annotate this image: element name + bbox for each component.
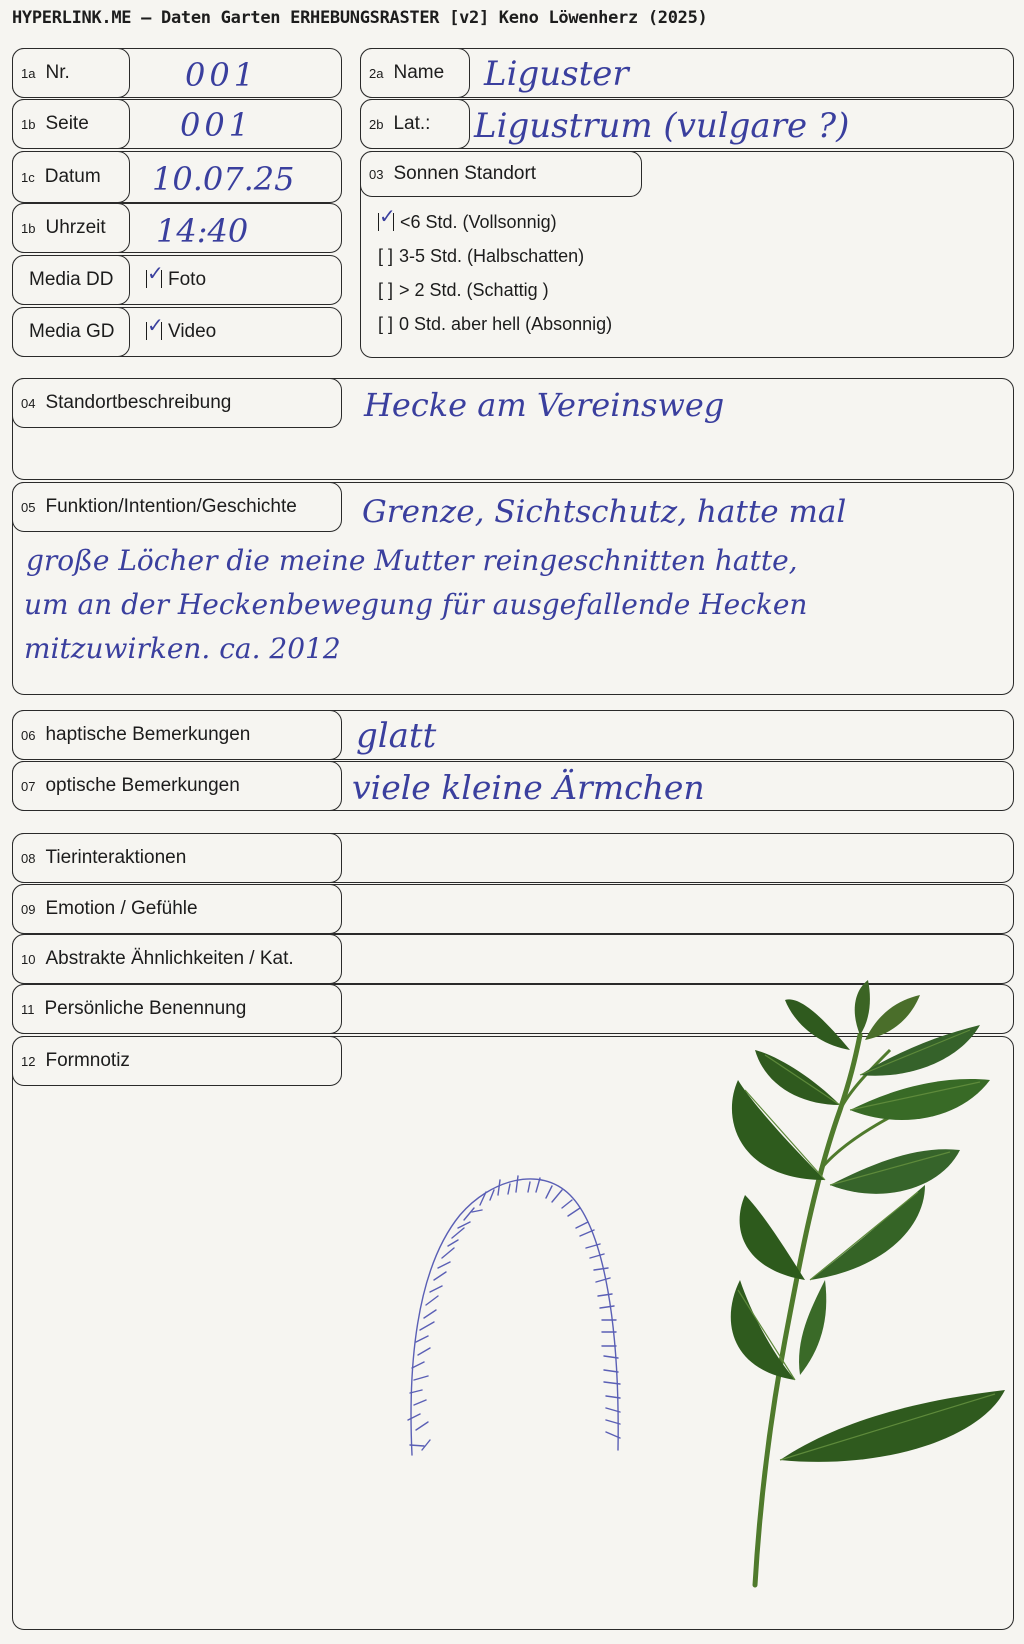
- tick-icon: ✓: [147, 315, 164, 337]
- checkbox-icon[interactable]: [378, 206, 396, 231]
- funktion-line-2[interactable]: große Löcher die meine Mutter reingeschnitten hatte,: [26, 544, 798, 577]
- field-number: 2a: [369, 65, 384, 81]
- field-number: 12: [21, 1053, 36, 1069]
- option-label: > 2 Std. (Schattig ): [399, 280, 549, 300]
- field-label: Abstrakte Ähnlichkeiten / Kat.: [45, 948, 294, 969]
- field-label: Standortbeschreibung: [45, 392, 232, 413]
- field-label: Emotion / Gefühle: [45, 898, 198, 919]
- lat-value[interactable]: Ligustrum (vulgare ?): [474, 106, 850, 146]
- seite-value[interactable]: 001: [180, 106, 254, 144]
- persoenlich-label: [12, 984, 342, 1034]
- option-label: Video: [168, 321, 217, 342]
- uhrzeit-label: [12, 203, 130, 253]
- field-label: Uhrzeit: [45, 217, 106, 238]
- name-value[interactable]: Liguster: [484, 54, 629, 94]
- lat-label: [360, 99, 470, 149]
- tick-icon: ✓: [379, 206, 396, 228]
- field-label: optische Bemerkungen: [45, 775, 240, 796]
- nr-label: [12, 48, 130, 98]
- formnotiz-label: [12, 1036, 342, 1086]
- datum-label: [12, 151, 130, 203]
- checkbox-icon[interactable]: [ ]: [378, 246, 394, 266]
- option-label: 3-5 Std. (Halbschatten): [399, 246, 585, 266]
- sonnen-option-2[interactable]: [378, 246, 584, 267]
- field-number: 1b: [21, 116, 36, 132]
- funktion-line-3[interactable]: um an der Heckenbewegung für ausgefallende Hecken: [24, 588, 808, 621]
- field-label: Persönliche Benennung: [44, 998, 247, 1019]
- field-number: 1a: [21, 65, 36, 81]
- sonnen-option-3[interactable]: [378, 280, 549, 301]
- field-label: Nr.: [45, 62, 70, 83]
- optisch-label: [12, 761, 342, 811]
- field-label: Funktion/Intention/Geschichte: [45, 496, 297, 517]
- field-number: 11: [21, 1001, 35, 1017]
- tier-label: [12, 833, 342, 883]
- checkbox-icon[interactable]: [146, 315, 164, 340]
- page-title: HYPERLINK.ME – Daten Garten ERHEBUNGSRASTER [v2] Keno Löwenherz (2025): [12, 8, 708, 28]
- field-label: Tierinteraktionen: [45, 847, 187, 868]
- option-label: Foto: [168, 269, 207, 290]
- checkbox-icon[interactable]: [ ]: [378, 280, 394, 300]
- sonnen-option-4[interactable]: [378, 314, 612, 335]
- plant-specimen: [700, 980, 1020, 1590]
- field-label: haptische Bemerkungen: [45, 724, 251, 745]
- field-number: 04: [21, 395, 36, 411]
- field-number: 03: [369, 166, 384, 182]
- sonnen-option-1[interactable]: [378, 206, 557, 233]
- media-gd-option[interactable]: [146, 315, 217, 343]
- datum-value[interactable]: 10.07.25: [152, 160, 295, 198]
- field-number: 08: [21, 850, 36, 866]
- standort-value[interactable]: Hecke am Vereinsweg: [364, 386, 725, 424]
- option-label: <6 Std. (Vollsonnig): [400, 212, 557, 232]
- field-number: 05: [21, 499, 36, 515]
- field-number: 2b: [369, 116, 384, 132]
- field-label: Datum: [44, 166, 101, 187]
- field-label: Media GD: [29, 321, 115, 342]
- tick-icon: ✓: [147, 263, 164, 285]
- field-number: 09: [21, 901, 36, 917]
- field-number: 07: [21, 778, 36, 794]
- field-number: 1c: [21, 169, 35, 185]
- field-label: Formnotiz: [45, 1050, 130, 1071]
- uhrzeit-value[interactable]: 14:40: [156, 212, 249, 250]
- checkbox-icon[interactable]: [ ]: [378, 314, 394, 334]
- nr-value[interactable]: 001: [185, 56, 259, 94]
- abstrakt-label: [12, 934, 342, 984]
- field-label: Sonnen Standort: [393, 163, 537, 184]
- checkbox-icon[interactable]: [146, 263, 164, 288]
- field-label: Name: [393, 62, 445, 83]
- name-label: [360, 48, 470, 98]
- seite-label: [12, 99, 130, 149]
- funktion-line-1[interactable]: Grenze, Sichtschutz, hatte mal: [362, 494, 847, 530]
- funktion-line-4[interactable]: mitzuwirken. ca. 2012: [24, 632, 341, 665]
- standort-label: [12, 378, 342, 428]
- media-gd-label: [12, 307, 130, 357]
- field-label: Lat.:: [393, 113, 431, 134]
- field-label: Media DD: [29, 269, 114, 290]
- field-number: 06: [21, 727, 36, 743]
- media-dd-option[interactable]: [146, 263, 207, 291]
- option-label: 0 Std. aber hell (Absonnig): [399, 314, 613, 334]
- sonnen-label: [360, 151, 642, 197]
- optisch-value[interactable]: viele kleine Ärmchen: [352, 768, 705, 807]
- arch-sketch: [390, 1150, 670, 1470]
- funktion-label: [12, 482, 342, 532]
- emotion-label: [12, 884, 342, 934]
- haptisch-label: [12, 710, 342, 760]
- field-number: 1b: [21, 220, 36, 236]
- media-dd-label: [12, 255, 130, 305]
- haptisch-value[interactable]: glatt: [356, 716, 437, 756]
- field-number: 10: [21, 951, 36, 967]
- field-label: Seite: [45, 113, 89, 134]
